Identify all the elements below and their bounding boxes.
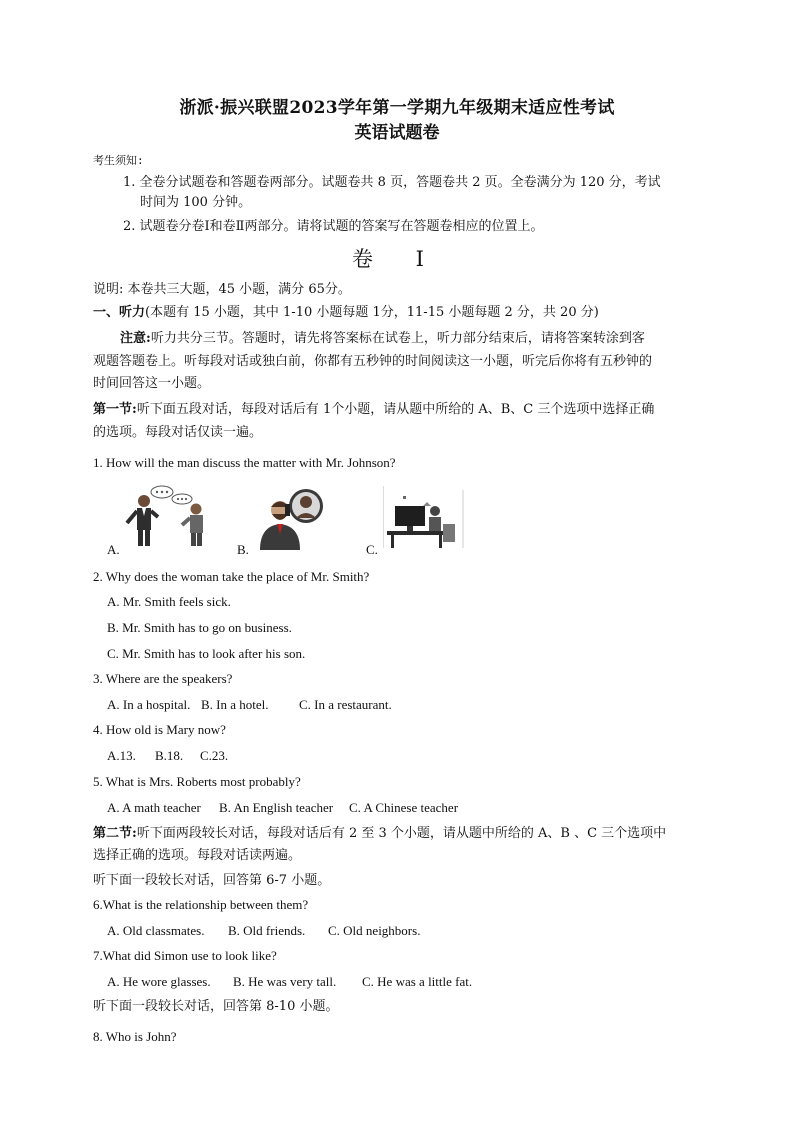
question-4-option-b: B.18. [155,748,184,763]
question-1: 1. How will the man discuss the matter with Mr. Johnson? [93,455,396,470]
question-6-option-c: C. Old neighbors. [328,923,421,938]
question-3: 3. Where are the speakers? [93,671,233,686]
question-2-option-b: B. Mr. Smith has to go on business. [107,620,292,635]
question-7: 7.What did Simon use to look like? [93,948,277,963]
face-to-face-talk-icon [122,483,214,547]
listening-detail: (本题有 15 小题，其中 1-10 小题每题 1分，11-15 小题每题 2 分，共 20 分) [145,305,599,320]
question-7-option-b: B. He was very tall. [233,974,337,989]
note-label: 注意: [120,331,151,346]
section-1-label: 第一节: [93,402,137,417]
question-1-option-b: B. [237,542,249,557]
question-1-option-c: C. [366,542,378,557]
question-8: 8. Who is John? [93,1029,177,1044]
exam-title: 浙派·振兴联盟2023学年第一学期九年级期末适应性考试 [179,98,615,118]
question-3-option-b: B. In a hotel. [201,697,269,712]
section-1-line-2: 的选项。每段对话仅读一遍。 [93,425,263,440]
notice-label: 考生须知: [93,154,144,167]
question-7-option-c: C. He was a little fat. [362,974,473,989]
phone-call-icon [258,488,328,550]
section-1-line-1: 第一节:听下面五段对话，每段对话后有 1个小题，请从题中所给的 A、B、C 三个选项中选择正确 [93,402,655,417]
question-4-option-c: C.23. [200,748,229,763]
section-2-line-1: 第二节:听下面两段较长对话，每段对话后有 2 至 3 个小题，请从题中所给的 A、B 、C 三个选项中 [93,826,667,841]
question-5: 5. What is Mrs. Roberts most probably? [93,774,301,789]
question-6: 6.What is the relationship between them? [93,897,309,912]
question-3-option-a: A. In a hospital. [107,697,191,712]
instructions-summary: 说明: 本卷共三大题，45 小题，满分 65分。 [93,282,351,297]
intro-6-7: 听下面一段较长对话，回答第 6-7 小题。 [93,873,331,888]
question-5-option-b: B. An English teacher [219,800,334,815]
note-line-1: 注意:听力共分三节。答题时，请先将答案标在试卷上，听力部分结束后，请将答案转涂到客 [120,331,645,346]
question-4: 4. How old is Mary now? [93,722,226,737]
question-7-option-a: A. He wore glasses. [107,974,211,989]
section-2-line-2: 选择正确的选项。每段对话读两遍。 [93,848,302,863]
question-5-option-c: C. A Chinese teacher [349,800,459,815]
notice-item-1-line-2: 时间为 100 分钟。 [140,195,252,210]
listening-heading [93,303,599,323]
exam-subtitle: 英语试题卷 [354,123,440,143]
question-2-option-a: A. Mr. Smith feels sick. [107,594,231,609]
question-2-option-c: C. Mr. Smith has to look after his son. [107,646,306,661]
computer-desk-icon [383,486,465,548]
note-line-2: 观题答题卷上。听每段对话或独白前，你都有五秒钟的时间阅读这一小题，听完后你将有五秒钟的 [93,354,653,369]
intro-8-10: 听下面一段较长对话，回答第 8-10 小题。 [93,999,339,1014]
question-4-option-a: A.13. [107,748,136,763]
section-2-label: 第二节: [93,826,137,841]
question-2: 2. Why does the woman take the place of Mr. Smith? [93,569,370,584]
notice-item-1-line-1: 1. 全卷分试题卷和答题卷两部分。试题卷共 8 页，答题卷共 2 页。全卷满分为 120 分，考试 [123,175,661,190]
note-line-3: 时间回答这一小题。 [93,376,211,391]
listening-label: 一、听力 [93,305,146,320]
question-6-option-a: A. Old classmates. [107,923,205,938]
notice-item-2: 2. 试题卷分卷Ⅰ和卷Ⅱ两部分。请将试题的答案写在答题卷相应的位置上。 [123,219,544,234]
question-5-option-a: A. A math teacher [107,800,201,815]
question-6-option-b: B. Old friends. [228,923,306,938]
volume-heading: 卷 Ⅰ [352,247,442,271]
question-1-option-a: A. [107,542,120,557]
question-3-option-c: C. In a restaurant. [299,697,392,712]
